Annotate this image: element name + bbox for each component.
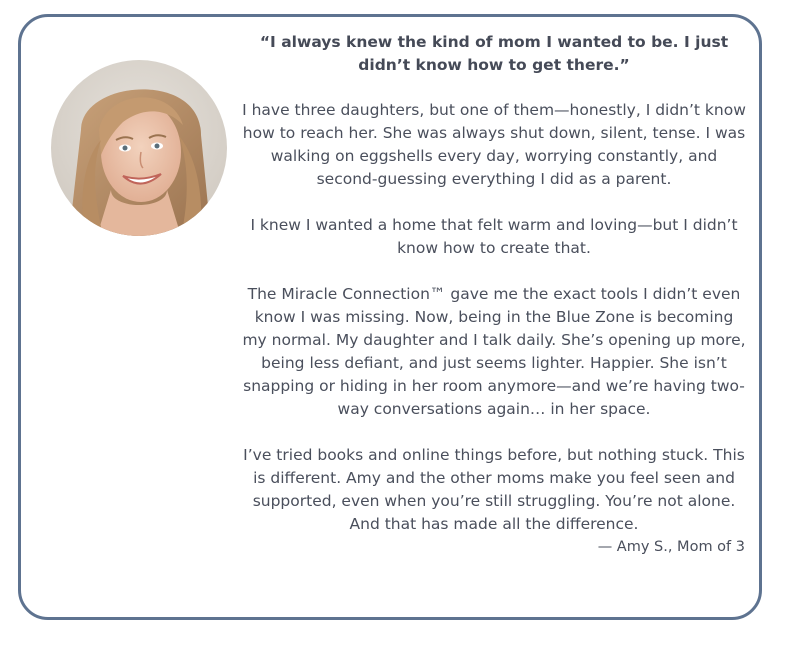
- avatar: [51, 60, 227, 236]
- testimonial-headline: “I always knew the kind of mom I wanted to be. I just didn’t know how to get there.”: [259, 33, 729, 74]
- portrait-photo-icon: [51, 60, 227, 236]
- testimonial-paragraph: I have three daughters, but one of them—honestly, I didn’t know how to reach her. She was always shut down, silent, tense. I was walking on eggshells every day, worrying constantly, and second-guessing everything I did as a parent.: [242, 101, 746, 188]
- testimonial-attribution: — Amy S., Mom of 3: [597, 539, 745, 555]
- testimonial-paragraph: The Miracle Connection™ gave me the exact tools I didn’t even know I was missing. Now, being in the Blue Zone is becoming my normal. My daughter and I talk daily. She’s opening up more, being less defiant, and just seems lighter. Happier. She isn’t snapping or hiding in her room anymore—and we’re having two-way conversations again… in her space.: [242, 285, 746, 418]
- testimonial-paragraph: I knew I wanted a home that felt warm and loving—but I didn’t know how to create that.: [250, 216, 738, 257]
- testimonial-paragraph: I’ve tried books and online things before, but nothing stuck. This is different. Amy and the other moms make you feel seen and supported, even when you’re still struggling. You’re not alone. And that has made all the difference.: [243, 446, 745, 533]
- testimonial-content: [241, 31, 747, 559]
- testimonial-card: [18, 14, 762, 620]
